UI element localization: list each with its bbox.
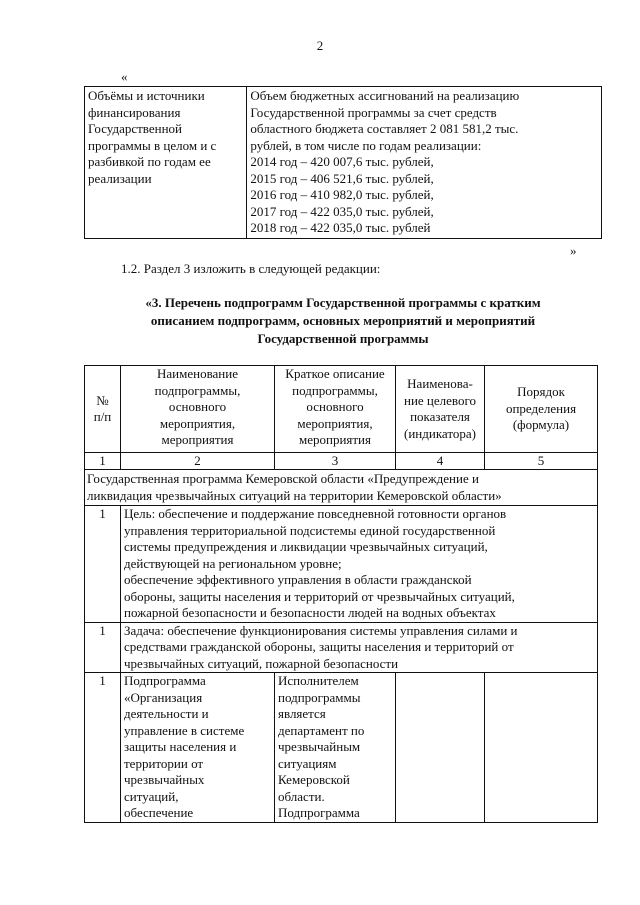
goal-line: пожарной безопасности и безопасности людей на водных объектах [124,605,496,620]
goal-line: Цель: обеспечение и поддержание повседневной готовности органов [124,506,507,521]
section-title-line: Государственной программы [257,331,429,346]
subprogram-name-line: территории от [124,755,204,771]
column-number: 1 [85,453,121,470]
task-cell [121,622,598,673]
header-line: определения [505,400,577,416]
header-indicator [396,366,485,453]
subprogram-row [85,673,598,823]
funding-value-line: Объем бюджетных ассигнований на реализацию [250,88,520,103]
subprogram-desc-line: области. [278,788,325,804]
funding-row [85,87,602,239]
task-line: Задача: обеспечение функционирования системы управления силами и [124,622,518,638]
goal-line: обеспечение эффективного управления в области гражданской [124,572,472,587]
subprograms-table [84,365,598,823]
header-line: мероприятия [161,432,234,447]
header-line: № [96,392,109,408]
goal-line: обороны, защиты населения и территорий от чрезвычайных ситуаций, [124,588,515,604]
header-line: Наименова- [407,376,473,391]
funding-label-line: финансирования [88,104,181,120]
funding-value-line: Государственной программы за счет средств [250,104,497,120]
funding-value-line: 2018 год – 422 035,0 тыс. рублей [250,220,431,235]
subprogram-name-line: обеспечение [124,805,194,820]
header-formula [485,366,598,453]
funding-value-cell [247,87,602,239]
header-line: мероприятия, [297,415,373,431]
subprogram-desc-line: Подпрограмма [278,805,360,820]
funding-value-line: 2017 год – 422 035,0 тыс. рублей, [250,203,434,219]
subprogram-name-line: деятельности и [124,706,209,721]
funding-label-line: Государственной [88,121,183,136]
header-line: Краткое описание [285,366,385,381]
subprogram-name-line: Подпрограмма [124,673,206,688]
header-number [85,366,121,453]
header-line: ние целевого [404,392,476,408]
goal-number: 1 [85,506,121,623]
subprogram-name-line: защиты населения и [124,739,237,754]
header-line: (формула) [512,417,570,433]
header-line: мероприятия [298,432,371,447]
task-row [85,622,598,673]
goal-line: управления территориальной подсистемы единой государственной [124,522,496,538]
subprogram-name-cell [121,673,275,823]
funding-label-line: программы в целом и с [88,137,217,153]
header-line: (индикатора) [404,425,476,441]
column-number: 5 [485,453,598,470]
header-description [275,366,396,453]
section-title [84,294,602,348]
header-name [121,366,275,453]
funding-label-line: Объёмы и источники [88,88,205,103]
task-line: чрезвычайных ситуаций, пожарной безопасности [124,655,399,671]
subprogram-desc-cell [275,673,396,823]
subprogram-name-line: «Организация [124,689,203,705]
header-line: подпрограммы, [292,382,378,398]
subprogram-desc-line: является [278,706,326,721]
section-title-line: «3. Перечень подпрограмм Государственной программы с кратким [145,295,541,310]
subprogram-number: 1 [85,673,121,823]
header-line: показателя [410,409,470,424]
closing-quote: » [570,243,577,258]
subprogram-desc-line: Кемеровской [278,772,350,787]
header-line: подпрограммы, [154,382,241,398]
subprogram-indicator-cell [396,673,485,823]
goal-cell [121,506,598,623]
program-line: ликвидация чрезвычайных ситуаций на территории Кемеровской области» [87,487,502,503]
program-cell [85,470,598,506]
subprogram-name-line: чрезвычайных [124,772,205,787]
subprogram-desc-line: ситуациям [278,755,337,771]
funding-label-line: разбивкой по годам ее [88,154,211,169]
funding-label-line: реализации [88,170,152,186]
header-line: Порядок [517,384,565,400]
funding-label-cell [85,87,247,239]
funding-value-line: областного бюджета составляет 2 081 581,2 тыс. [250,121,519,136]
goal-line: действующей на региональном уровне; [124,555,342,571]
program-row [85,470,598,506]
task-line: средствами гражданской обороны, защиты населения и территорий от [124,639,514,654]
funding-table [84,86,602,239]
subprogram-desc-line: подпрограммы [278,689,361,705]
subprogram-name-line: ситуаций, [124,788,179,804]
page-number: 2 [316,38,324,53]
task-number: 1 [85,622,121,673]
amendment-paragraph: 1.2. Раздел 3 изложить в следующей редакции: [121,261,381,276]
program-line: Государственная программа Кемеровской области «Предупреждение и [87,471,479,486]
header-line: мероприятия, [159,415,236,431]
subprogram-desc-line: чрезвычайным [278,739,361,754]
column-number: 3 [275,453,396,470]
column-number-row [85,453,598,470]
goal-line: системы предупреждения и ликвидации чрезвычайных ситуаций, [124,539,488,554]
header-line: основного [306,399,364,414]
subprogram-name-line: управление в системе [124,722,245,738]
header-line: Наименование [157,366,238,381]
column-number: 4 [396,453,485,470]
subprogram-desc-line: Исполнителем [278,673,359,688]
subprogram-formula-cell [485,673,598,823]
funding-value-line: рублей, в том числе по годам реализации: [250,137,482,153]
subprogram-desc-line: департамент по [278,722,365,738]
column-number: 2 [121,453,275,470]
goal-row [85,506,598,623]
header-line: п/п [93,409,112,424]
funding-value-line: 2014 год – 420 007,6 тыс. рублей, [250,154,434,169]
section-title-line: описанием подпрограмм, основных мероприятий и мероприятий [150,313,536,328]
opening-quote: « [121,69,128,84]
funding-value-line: 2016 год – 410 982,0 тыс. рублей, [250,187,434,202]
header-line: основного [168,399,227,414]
funding-value-line: 2015 год – 406 521,6 тыс. рублей, [250,170,434,186]
table-header-row [85,366,598,453]
